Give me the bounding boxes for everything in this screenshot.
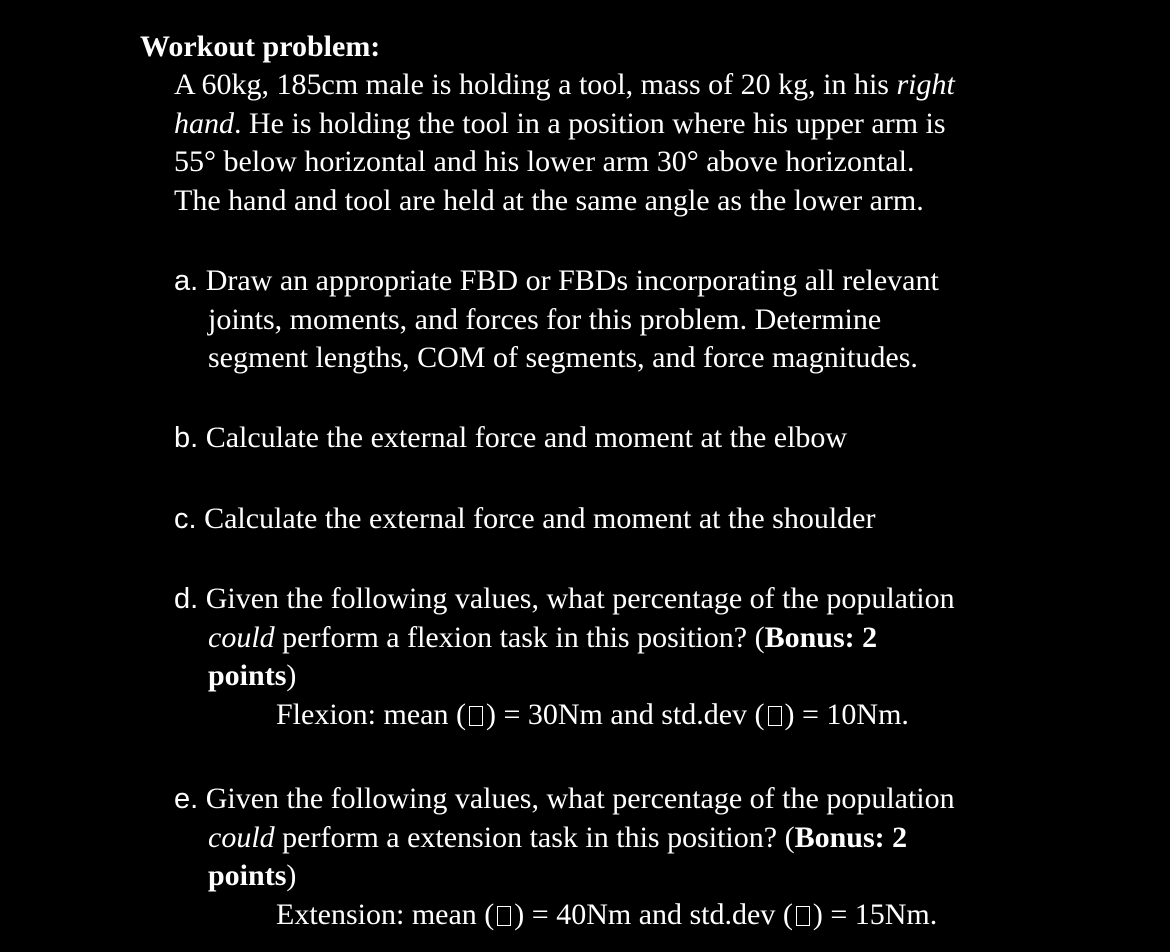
question-a-line-2: joints, moments, and forces for this problem. Determine xyxy=(208,302,882,336)
extension-values xyxy=(174,896,1074,935)
question-text: ) xyxy=(286,659,297,692)
question-text: Calculate the external force and moment at the shoulder xyxy=(196,502,876,535)
question-text: perform a extension task in this position? ( xyxy=(274,820,795,854)
question-a xyxy=(174,262,1074,378)
problem-statement xyxy=(174,66,1044,220)
bonus-label: Bonus: 2 xyxy=(794,820,908,854)
emphasis-could: could xyxy=(208,820,275,854)
question-e-line-1 xyxy=(174,780,1074,819)
question-letter: d. xyxy=(174,583,199,615)
question-text: perform a flexion task in this position? ( xyxy=(274,620,765,654)
question-text: ) xyxy=(286,859,297,892)
emphasis-right: right xyxy=(896,68,955,101)
question-text: Calculate the external force and moment at the elbow xyxy=(198,421,848,454)
values-text: Flexion: mean ( xyxy=(276,697,466,731)
values-text: ) = 15Nm. xyxy=(812,897,938,931)
statement-line-2 xyxy=(174,105,1044,144)
section-title: Workout problem: xyxy=(140,30,381,63)
bonus-label: Bonus: 2 xyxy=(764,620,878,654)
missing-glyph-sigma-icon xyxy=(796,906,810,926)
question-c-line-1 xyxy=(174,500,1074,539)
flexion-values xyxy=(174,696,1074,735)
statement-line-1 xyxy=(174,66,1044,105)
emphasis-could: could xyxy=(208,620,275,654)
question-text: Draw an appropriate FBD or FBDs incorporating all relevant xyxy=(198,264,939,297)
question-letter: e. xyxy=(174,783,199,815)
values-text: Extension: mean ( xyxy=(276,897,495,931)
question-b-line-1 xyxy=(174,419,1074,458)
statement-line-4: The hand and tool are held at the same angle as the lower arm. xyxy=(174,183,924,217)
question-d-line-3 xyxy=(174,657,1074,696)
question-text: Given the following values, what percentage of the population xyxy=(198,782,955,815)
question-text: Given the following values, what percentage of the population xyxy=(198,582,955,615)
question-b xyxy=(174,419,1074,458)
question-a-line-1 xyxy=(174,262,1074,301)
missing-glyph-mu-icon xyxy=(469,706,483,726)
bonus-points-label: points xyxy=(208,859,287,892)
missing-glyph-mu-icon xyxy=(497,906,511,926)
statement-line-3: 55° below horizontal and his lower arm 30° above horizontal. xyxy=(174,145,915,178)
question-e-line-2 xyxy=(174,819,1074,858)
question-e-line-3 xyxy=(174,857,1074,896)
bonus-points-label: points xyxy=(208,659,287,692)
question-letter: b. xyxy=(174,422,199,454)
emphasis-hand: hand xyxy=(174,106,234,140)
statement-text: A 60kg, 185cm male is holding a tool, mass of 20 kg, in his xyxy=(174,68,897,101)
question-d-line-1 xyxy=(174,580,1074,619)
values-text: ) = 30Nm and std.dev ( xyxy=(485,697,765,731)
question-letter: c. xyxy=(174,503,197,535)
missing-glyph-sigma-icon xyxy=(768,706,782,726)
question-a-line-3: segment lengths, COM of segments, and force magnitudes. xyxy=(208,341,918,374)
question-d xyxy=(174,580,1074,734)
values-text: ) = 10Nm. xyxy=(784,697,909,731)
statement-text: . He is holding the tool in a position where his upper arm is xyxy=(234,106,946,140)
values-text: ) = 40Nm and std.dev ( xyxy=(514,897,793,931)
question-e xyxy=(174,780,1074,934)
question-c xyxy=(174,500,1074,539)
question-d-line-2 xyxy=(174,619,1074,658)
question-letter: a. xyxy=(174,265,199,297)
